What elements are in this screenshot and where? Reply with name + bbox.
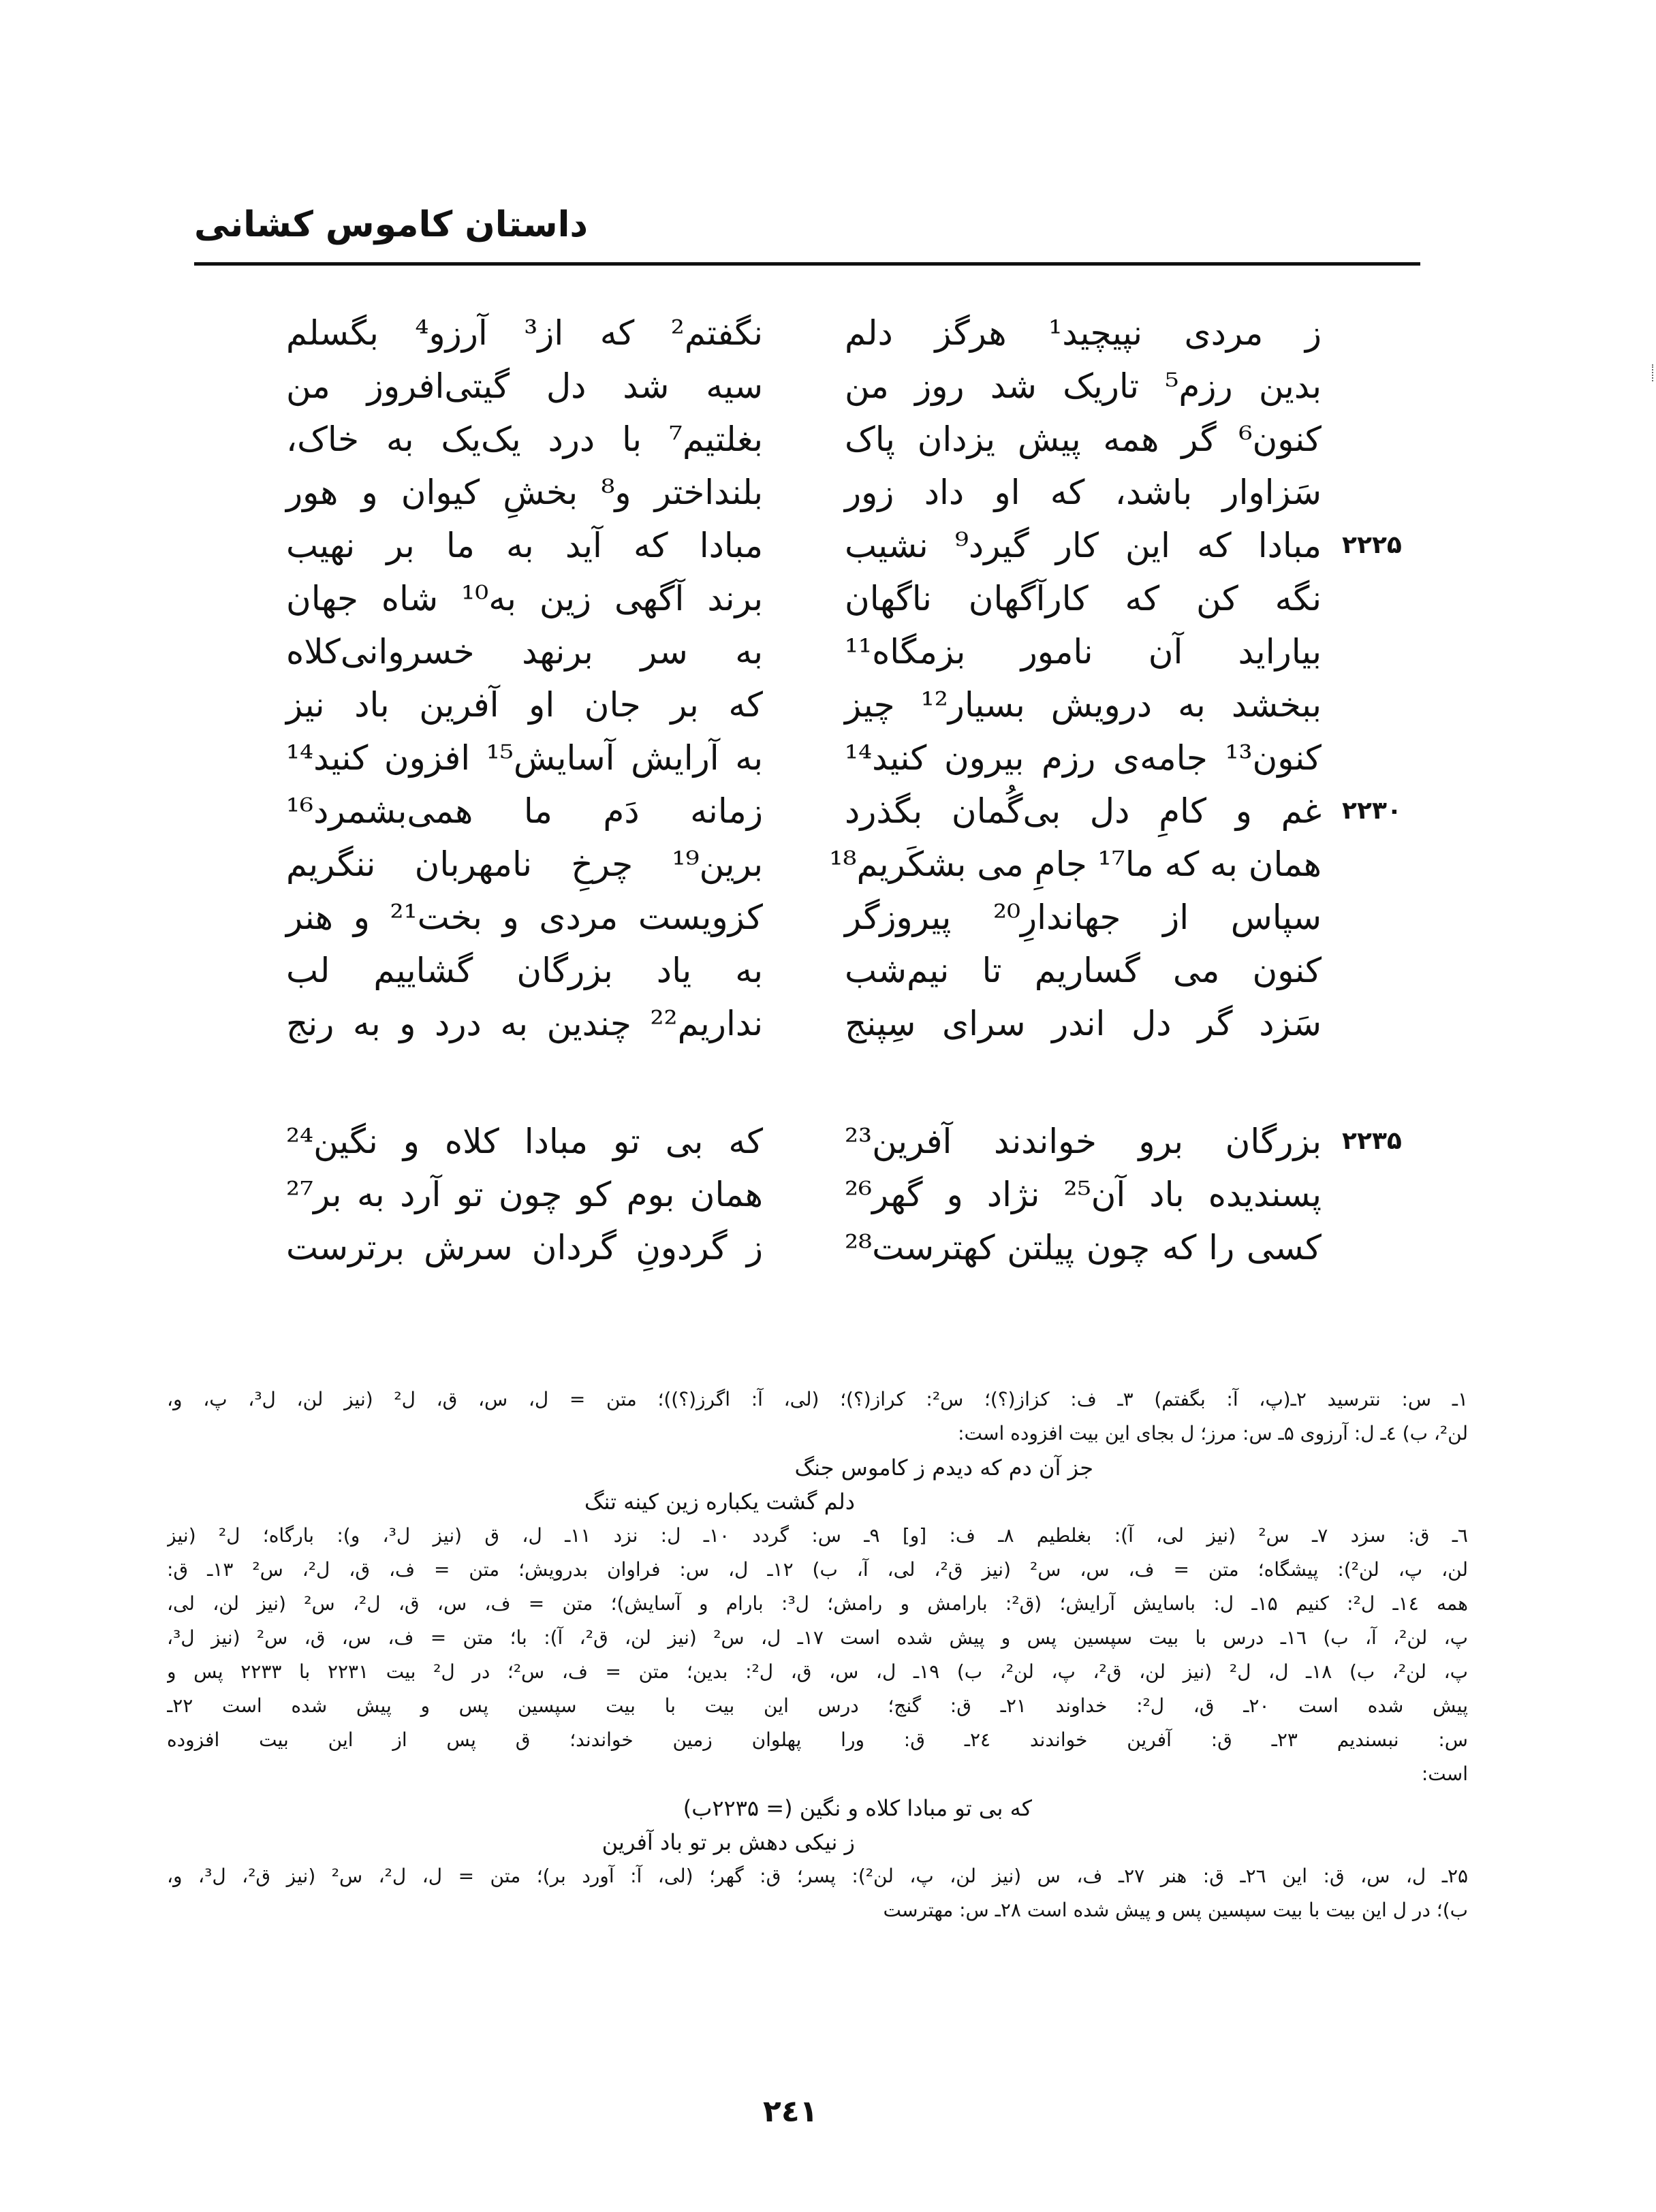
couplet	[286, 944, 1485, 997]
footnote-line: لن، پ، لن²): پیشگاه؛ متن = ف، س، س² (نیز ق²، لی، آ، ب) ۱۲ـ ل، س: فراوان بدرویش؛ متن = ف، ق، ل²، س² ۱۳ـ ق:	[167, 1558, 1468, 1581]
first-hemistich: کسی را که چون پیلتن کهترست²⁸	[845, 1228, 1322, 1267]
header-rule	[194, 262, 1420, 266]
footnote-added-verse: جز آن دم که دیدم ز کاموس جنگ	[794, 1455, 1093, 1481]
second-hemistich: همان بوم کو چون تو آرد به بر²⁷	[286, 1175, 763, 1214]
first-hemistich: ز مردی نپیچید¹ هرگز دلم	[845, 313, 1322, 353]
second-hemistich: ز گردونِ گردان سرش برترست	[286, 1228, 763, 1267]
second-hemistich: بلنداختر و⁸ بخشِ کیوان و هور	[286, 473, 763, 512]
second-hemistich: که بر جان او آفرین باد نیز	[286, 685, 763, 725]
couplet	[286, 731, 1485, 785]
footnote-line: پ، لن²، آ، ب) ۱٦ـ درس با بیت سپسین پس و پیش شده است ۱۷ـ ل، س² (نیز لن، ق²، آ): با؛ متن = ف، س، ق، س² (نیز ل³،	[167, 1626, 1468, 1649]
footnote-line: ۲۵ـ ل، س، ق: این ۲٦ـ ق: هنر ۲۷ـ ف، س (نیز لن، پ، لن²): پسر؛ ق: گهر؛ (لی، آ: آورد بر)؛ متن = ل، ل²، س² (نیز ق²، ل³، و،	[167, 1865, 1468, 1887]
second-hemistich: سیه شد دل گیتی‌افروز من	[286, 366, 763, 406]
first-hemistich: همان به که ما¹⁷ جامِ می بشکَریم¹⁸	[829, 844, 1322, 884]
footnote-line: س: نبسندیم ۲۳ـ ق: آفرین خواندند ۲٤ـ ق: ورا پهلوان زمین خواندند؛ ق پس از این بیت افزوده	[167, 1728, 1468, 1751]
second-hemistich: برین¹⁹ چرخِ نامهربان ننگریم	[286, 844, 763, 884]
first-hemistich: ببخشد به درویش بسیار¹² چیز	[845, 685, 1322, 725]
couplet	[286, 413, 1485, 466]
footnote-line: ۱ـ س: نترسید ۲ـ(پ، آ: بگفتم) ۳ـ ف: کزاز(؟)؛ س²: کراز(؟)؛ (لی، آ: اگرز(؟))؛ متن = ل، س، ق، ل² (نیز لن، ل³، پ، و،	[167, 1388, 1468, 1410]
couplet	[286, 997, 1485, 1050]
running-title: داستان کاموس کشانی	[194, 204, 589, 245]
poem-verses	[286, 306, 1485, 1274]
verse-number: ۲۲۳۵	[1342, 1127, 1402, 1155]
couplet	[286, 891, 1485, 944]
second-hemistich: زمانه دَم ما همی‌بشمرد¹⁶	[286, 791, 763, 831]
first-hemistich: کنون¹³ جامه‌ی رزم بیرون کنید¹⁴	[845, 738, 1322, 778]
first-hemistich: بزرگان برو خواندند آفرین²³	[845, 1122, 1322, 1161]
first-hemistich: بیاراید آن نامور بزمگاه¹¹	[845, 632, 1322, 672]
footnote-added-verse: ز نیکی دهش بر تو باد آفرین	[602, 1829, 855, 1855]
couplet	[286, 838, 1485, 891]
first-hemistich: سَزاوار باشد، که او داد زور	[845, 473, 1322, 512]
first-hemistich: نگه کن که کارآگهان ناگهان	[845, 579, 1322, 618]
margin-mark	[1652, 364, 1655, 381]
couplet	[286, 572, 1485, 625]
couplet	[286, 306, 1485, 360]
couplet	[286, 466, 1485, 519]
footnote-added-verse: دلم گشت یکباره زین کینه تنگ	[584, 1489, 855, 1515]
couplet	[286, 625, 1485, 678]
second-hemistich: برند آگهی زین به¹⁰ شاه جهان	[286, 579, 764, 618]
second-hemistich: نداریم²² چندین به درد و به رنج	[286, 1004, 763, 1043]
first-hemistich: پسندیده باد آن²⁵ نژاد و گهر²⁶	[845, 1175, 1322, 1214]
couplet	[286, 1115, 1485, 1168]
second-hemistich: به آرایش آسایش¹⁵ افزون کنید¹⁴	[286, 738, 763, 778]
footnote-line: پیش شده است ۲۰ـ ق، ل²: خداوند ۲۱ـ ق: گنج؛ درس این بیت با بیت سپسین پس و پیش شده است ۲۲ـ	[167, 1694, 1468, 1717]
first-hemistich: مبادا که این کار گیرد⁹ نشیب	[845, 526, 1322, 565]
couplet	[286, 519, 1485, 572]
couplet	[286, 785, 1485, 838]
couplet	[286, 678, 1485, 731]
first-hemistich: غم و کامِ دل بی‌گُمان بگذرد	[845, 791, 1322, 831]
second-hemistich: که بی تو مبادا کلاه و نگین²⁴	[286, 1122, 763, 1161]
footnote-line: است:	[1421, 1763, 1468, 1785]
couplet	[286, 1221, 1485, 1274]
second-hemistich: به یاد بزرگان گشاییم لب	[286, 951, 763, 990]
first-hemistich: بدین رزم⁵ تاریک شد روز من	[845, 366, 1322, 406]
page-number: ۲٤۱	[763, 2094, 818, 2129]
second-hemistich: مبادا که آید به ما بر نهیب	[286, 526, 763, 565]
couplet	[286, 360, 1485, 413]
footnote-added-verse: که بی تو مبادا کلاه و نگین (= ۲۲۳۵ب)	[683, 1795, 1032, 1821]
footnote-line: ٦ـ ق: سزد ۷ـ س² (نیز لی، آ): بغلطیم ۸ـ ف: [و] ۹ـ س: گردد ۱۰ـ ل: نزد ۱۱ـ ل، ق (نیز ل³، و): بارگاه؛ ل² (نیز	[167, 1524, 1468, 1547]
footnote-line: پ، لن²، ب) ۱۸ـ ل، ل² (نیز لن، ق²، پ، لن²، ب) ۱۹ـ ل، س، ق، ل²: بدین؛ متن = ف، س²؛ در ل² بیت ۲۲۳۱ با ۲۲۳۳ پس و	[167, 1660, 1468, 1683]
first-hemistich: سپاس از جهاندارِ²⁰ پیروزگر	[845, 898, 1322, 937]
second-hemistich: نگفتم² که از³ آرزو⁴ بگسلم	[286, 313, 763, 353]
second-hemistich: کزویست مردی و بخت²¹ و هنر	[286, 898, 763, 937]
second-hemistich: به سر برنهد خسروانی‌کلاه	[286, 632, 763, 672]
couplet	[286, 1168, 1485, 1221]
verse-number: ۲۲۲۵	[1342, 531, 1402, 559]
verse-number: ۲۲۳۰	[1342, 797, 1402, 825]
footnotes	[167, 1382, 1468, 1927]
footnote-line: ب)؛ در ل این بیت با بیت سپسین پس و پیش شده است ۲۸ـ س: مهترست	[883, 1899, 1468, 1921]
first-hemistich: سَزد گر دل اندر سرای سِپنج	[845, 1004, 1322, 1043]
footnote-line: لن²، ب) ٤ـ ل: آرزوی ۵ـ س: مرز؛ ل بجای این بیت افزوده است:	[958, 1422, 1468, 1444]
second-hemistich: بغلتیم⁷ با درد یک‌یک به خاک،	[286, 420, 763, 459]
first-hemistich: کنون می گساریم تا نیم‌شب	[845, 951, 1322, 990]
first-hemistich: کنون⁶ گر همه پیش یزدان پاک	[845, 420, 1322, 459]
footnote-line: همه ۱٤ـ ل²: کنیم ۱۵ـ ل: باسایش آرایش؛ (ق²: بارامش و رامش؛ ل³: بارام و آسایش)؛ متن = ف، س، ق، ل²، س² (نیز لن، لی،	[167, 1592, 1468, 1615]
